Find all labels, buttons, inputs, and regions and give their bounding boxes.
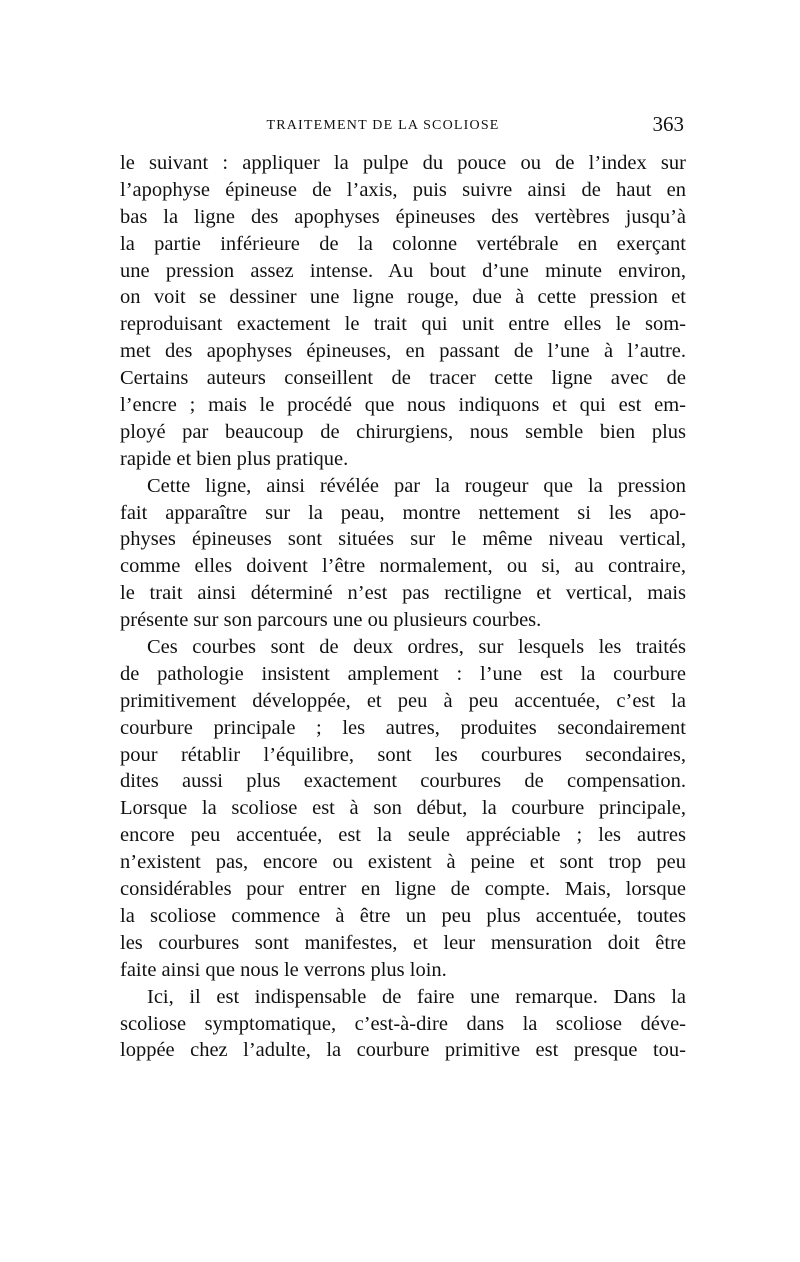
paragraph-end-line: rapide et bien plus pratique. bbox=[120, 447, 349, 470]
text-line: pour rétablir l’équilibre, sont les courbures secondaires, bbox=[120, 743, 686, 766]
text-line: reproduisant exactement le trait qui unit entre elles le som- bbox=[120, 313, 686, 336]
text-line: la scoliose commence à être un peu plus accentuée, toutes bbox=[120, 904, 686, 927]
text-line: le trait ainsi déterminé n’est pas rectiligne et vertical, mais bbox=[120, 582, 686, 605]
text-line: les courbures sont manifestes, et leur mensuration doit être bbox=[120, 931, 686, 954]
text-line: dites aussi plus exactement courbures de compensation. bbox=[120, 770, 686, 793]
text-line: l’apophyse épineuse de l’axis, puis suivre ainsi de haut en bbox=[120, 178, 686, 201]
paragraph-start-line: Cette ligne, ainsi révélée par la rougeur que la pression bbox=[147, 474, 686, 497]
running-title: TRAITEMENT DE LA SCOLIOSE bbox=[266, 118, 500, 133]
page-number: 363 bbox=[652, 112, 684, 136]
text-line: on voit se dessiner une ligne rouge, due à cette pression et bbox=[120, 286, 686, 309]
body-text bbox=[120, 150, 686, 1064]
text-line: encore peu accentuée, est la seule appréciable ; les autres bbox=[120, 824, 686, 847]
paragraph-start-line: Ces courbes sont de deux ordres, sur lesquels les traités bbox=[147, 636, 686, 659]
text-line: la partie inférieure de la colonne vertébrale en exerçant bbox=[120, 232, 686, 255]
text-line: une pression assez intense. Au bout d’une minute environ, bbox=[120, 259, 686, 282]
text-line: loppée chez l’adulte, la courbure primitive est presque tou- bbox=[120, 1039, 686, 1062]
text-line: comme elles doivent l’être normalement, ou si, au contraire, bbox=[120, 555, 686, 578]
text-line: de pathologie insistent amplement : l’une est la courbure bbox=[120, 662, 686, 685]
text-line: ployé par beaucoup de chirurgiens, nous semble bien plus bbox=[120, 420, 686, 443]
text-line: primitivement développée, et peu à peu accentuée, c’est la bbox=[120, 689, 686, 712]
text-line: considérables pour entrer en ligne de compte. Mais, lorsque bbox=[120, 878, 686, 901]
paragraph-end-line: présente sur son parcours une ou plusieurs courbes. bbox=[120, 609, 542, 632]
text-line: Lorsque la scoliose est à son début, la courbure principale, bbox=[120, 797, 686, 820]
paragraph-end-line: faite ainsi que nous le verrons plus loin. bbox=[120, 958, 447, 981]
running-head bbox=[118, 112, 684, 144]
text-line: fait apparaître sur la peau, montre nettement si les apo- bbox=[120, 501, 686, 524]
text-line: l’encre ; mais le procédé que nous indiquons et qui est em- bbox=[120, 394, 686, 417]
text-line: le suivant : appliquer la pulpe du pouce ou de l’index sur bbox=[120, 152, 686, 174]
text-line: physes épineuses sont situées sur le même niveau vertical, bbox=[120, 528, 686, 551]
text-line: Certains auteurs conseillent de tracer cette ligne avec de bbox=[120, 367, 686, 390]
text-line: bas la ligne des apophyses épineuses des vertèbres jusqu’à bbox=[120, 205, 686, 228]
text-line: n’existent pas, encore ou existent à peine et sont trop peu bbox=[120, 851, 686, 874]
text-line: courbure principale ; les autres, produites secondairement bbox=[120, 716, 686, 739]
text-line: scoliose symptomatique, c’est-à-dire dans la scoliose déve- bbox=[120, 1012, 686, 1035]
text-line: met des apophyses épineuses, en passant de l’une à l’autre. bbox=[120, 340, 686, 363]
paragraph-start-line: Ici, il est indispensable de faire une remarque. Dans la bbox=[147, 985, 686, 1008]
